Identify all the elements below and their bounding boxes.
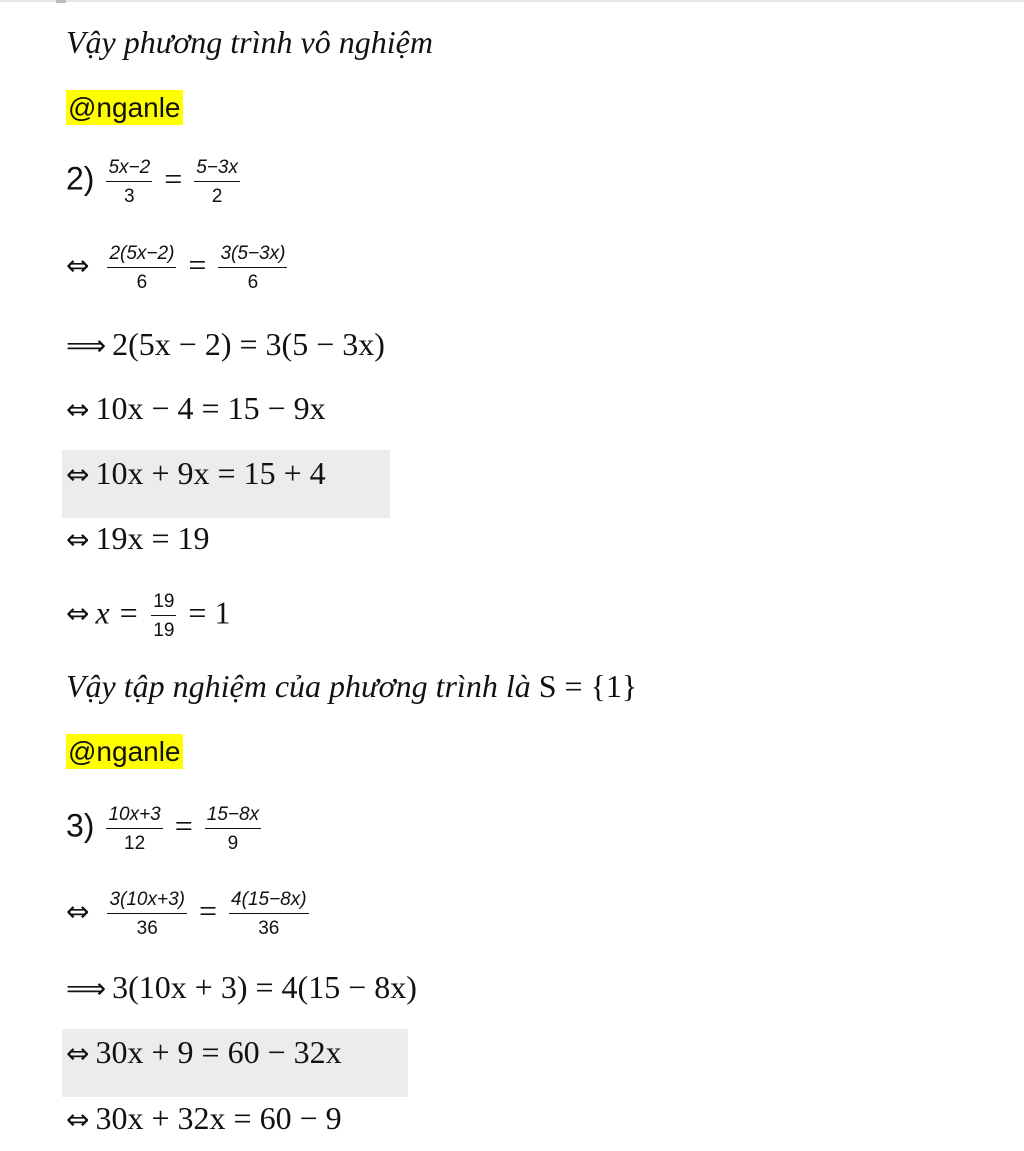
numerator: 4(15−8x) xyxy=(229,888,309,914)
iff-arrow: ⇔ xyxy=(66,597,90,631)
numerator: 5x−2 xyxy=(106,156,152,182)
cursor-mark xyxy=(56,0,66,3)
step-t4 xyxy=(66,1032,342,1074)
problem-3-label: 3) xyxy=(66,807,95,844)
step-t3 xyxy=(66,967,417,1009)
conclusion-no-solution: Vậy phương trình vô nghiệm xyxy=(66,24,433,60)
problem-3-equation xyxy=(66,803,265,855)
denominator: 36 xyxy=(136,918,158,939)
step-4 xyxy=(66,388,326,430)
iff-arrow: ⇔ xyxy=(66,1037,90,1070)
numerator: 19 xyxy=(151,590,176,616)
iff-arrow: ⇔ xyxy=(66,249,90,283)
fraction xyxy=(106,803,162,855)
iff-arrow: ⇔ xyxy=(66,895,90,929)
step-t5 xyxy=(66,1098,342,1140)
top-border xyxy=(0,0,1024,2)
equals-sign: = xyxy=(174,807,193,844)
step-5-expr: 10x + 9x = 15 + 4 xyxy=(95,455,326,491)
step-7-left: x = xyxy=(95,594,140,631)
fraction xyxy=(194,156,240,208)
conclusion-solution-set xyxy=(66,666,637,706)
fraction xyxy=(107,242,176,294)
step-5 xyxy=(66,453,326,495)
fraction xyxy=(205,803,261,855)
step-7-right: = 1 xyxy=(188,594,231,631)
step-6-expr: 19x = 19 xyxy=(95,520,210,556)
iff-arrow: ⇔ xyxy=(66,1103,90,1136)
numerator: 3(5−3x) xyxy=(218,242,287,268)
equals-sign: = xyxy=(199,892,218,929)
solution-set: S = {1} xyxy=(538,668,638,704)
fraction xyxy=(106,156,152,208)
step-4-expr: 10x − 4 = 15 − 9x xyxy=(95,390,326,426)
implies-arrow: ⟹ xyxy=(66,329,107,362)
implies-arrow: ⟹ xyxy=(66,972,107,1005)
equals-sign: = xyxy=(188,246,207,283)
step-6 xyxy=(66,518,210,560)
fraction xyxy=(229,888,309,940)
denominator: 6 xyxy=(136,272,148,293)
step-3 xyxy=(66,324,385,366)
step-t2-common-denominator xyxy=(66,888,313,940)
denominator: 12 xyxy=(124,833,146,854)
denominator: 2 xyxy=(211,186,223,207)
numerator: 15−8x xyxy=(205,803,261,829)
problem-2-label: 2) xyxy=(66,160,95,197)
denominator: 9 xyxy=(227,833,239,854)
numerator: 10x+3 xyxy=(106,803,162,829)
step-t4-expr: 30x + 9 = 60 − 32x xyxy=(95,1034,342,1070)
fraction xyxy=(151,590,176,642)
author-tag-text: @nganle xyxy=(68,92,181,123)
fraction xyxy=(107,888,187,940)
iff-arrow: ⇔ xyxy=(66,458,90,491)
step-2-common-denominator xyxy=(66,242,291,294)
numerator: 5−3x xyxy=(194,156,240,182)
step-t5-expr: 30x + 32x = 60 − 9 xyxy=(95,1100,342,1136)
conclusion-text: Vậy tập nghiệm của phương trình là xyxy=(66,668,531,704)
denominator: 3 xyxy=(124,186,135,207)
fraction xyxy=(218,242,287,294)
denominator: 36 xyxy=(258,918,280,939)
denominator: 19 xyxy=(153,620,175,641)
equals-sign: = xyxy=(164,160,183,197)
step-7 xyxy=(66,590,230,642)
problem-2-equation xyxy=(66,156,244,208)
iff-arrow: ⇔ xyxy=(66,393,90,426)
author-tag-text: @nganle xyxy=(68,736,181,767)
denominator: 6 xyxy=(247,272,259,293)
numerator: 3(10x+3) xyxy=(107,888,187,914)
author-tag xyxy=(66,730,183,772)
iff-arrow: ⇔ xyxy=(66,523,90,556)
step-t3-expr: 3(10x + 3) = 4(15 − 8x) xyxy=(112,969,417,1005)
step-3-expr: 2(5x − 2) = 3(5 − 3x) xyxy=(112,326,385,362)
numerator: 2(5x−2) xyxy=(107,242,176,268)
author-tag xyxy=(66,86,183,128)
